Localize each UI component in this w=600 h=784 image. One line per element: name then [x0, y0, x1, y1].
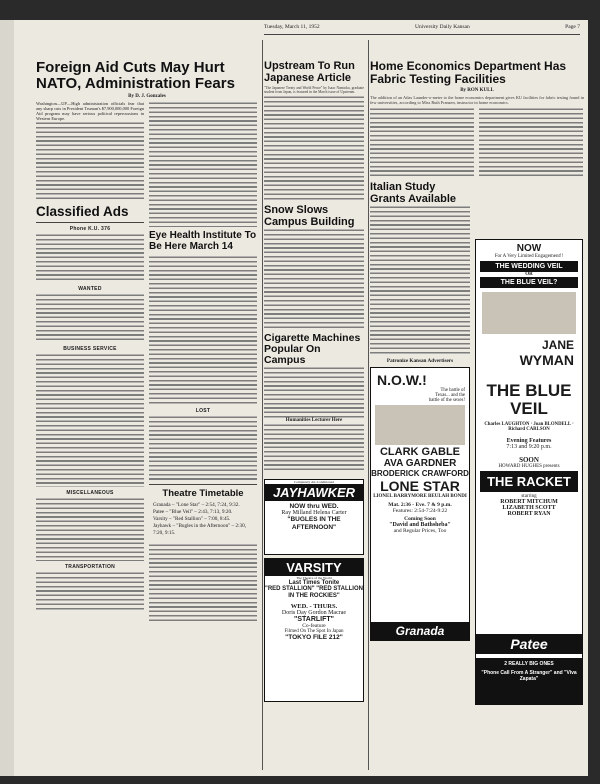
humanities-body: [264, 423, 364, 473]
varsity-times: Last Times Tonite: [288, 579, 340, 586]
patee-q1: THE WEDDING VEIL: [480, 261, 578, 272]
classified-rates: [36, 233, 144, 283]
varsity-film2: "STARLIFT": [294, 615, 334, 623]
patee-or: OR: [525, 272, 533, 277]
granada-times: Mat. 2:36 - Eve. 7 & 9 p.m.: [388, 502, 452, 508]
patee-ryan: ROBERT RYAN: [507, 511, 551, 517]
eye-health-body: [149, 255, 257, 405]
classified-transport-text: [36, 571, 144, 611]
middle-column: [264, 34, 364, 770]
patee-starring: starring: [521, 494, 537, 499]
varsity-film3: Filmed On The Spot In Japan: [284, 628, 344, 634]
granada-battle: The battle of Texas... and the battle of the sexes!: [428, 388, 465, 403]
foreign-aid-lead: Washington—UP—High administration officials fear that any sharp cuts in President Truman's $7,900,000,000 Foreign Aid program may have serious political repercussions in Western Europe.: [36, 101, 144, 121]
granada-broderick: BRODERICK CRAWFORD: [371, 469, 469, 478]
granada-features: Features: 2:54-7:24-9:22: [392, 508, 448, 514]
theatre-item: Varsity – "Red Stallion" – 7:00, 8:45.: [153, 516, 231, 522]
patee-photo: [482, 292, 576, 334]
patee-bill-films: "Phone Call From A Stranger" and "Viva Zapata": [481, 670, 577, 682]
patee-film: THE BLUE VEIL: [486, 381, 572, 418]
granada-now: N.O.W.!: [377, 372, 427, 388]
theatre-timetable-list: [149, 502, 257, 537]
theatre-timetable-title: Theatre Timetable: [162, 488, 244, 499]
patee-logo: Patee: [476, 634, 582, 654]
jayhawker-logo: JAYHAWKER: [265, 484, 363, 501]
upstream-lead: "The Japanese Treaty and World Peace" by Isaac Namioka, graduate student from Japan, is featured in the March issue of Upstream.: [264, 86, 364, 95]
patee-soon: SOON: [519, 456, 539, 464]
column-rule: [262, 40, 263, 770]
theatre-filler: [149, 543, 257, 623]
patronize-note: Patronize Kansan Advertisers: [386, 358, 454, 364]
granada-soon: Coming Soon: [404, 516, 436, 522]
home-ec-headline: Home Economics Department Has Fabric Testing Facilities: [370, 59, 567, 86]
varsity-cofeature: Co-feature: [302, 622, 326, 629]
home-ec-body-1: [370, 107, 474, 177]
newspaper-page: [14, 20, 588, 776]
foreign-aid-headline: Foreign Aid Cuts May Hurt NATO, Administration Fears: [36, 59, 235, 92]
classified-business-text: [36, 353, 144, 487]
patee-scott: LIZABETH SCOTT: [502, 505, 556, 511]
foreign-aid-body: [36, 121, 144, 199]
eye-health-headline: Eye Health Institute To Be Here March 14: [149, 230, 257, 252]
varsity-logo: VARSITY: [265, 559, 363, 576]
patee-q2: THE BLUE VEIL?: [480, 277, 578, 288]
patee-jane: JANE: [541, 338, 574, 352]
snow-body: [264, 228, 364, 330]
left-columns: [36, 34, 258, 770]
classified-rule: [36, 222, 144, 223]
patee-hughes: HOWARD HUGHES presents: [498, 464, 560, 469]
varsity-film4: "TOKYO FILE 212": [285, 633, 343, 641]
granada-cast: LIONEL BARRYMORE BEULAH BONDI: [373, 494, 467, 499]
granada-logo: Granada: [371, 622, 469, 640]
granada-ad: [370, 367, 470, 641]
column-rule: [368, 40, 369, 770]
patee-bill: [476, 658, 582, 704]
granada-film: LONE STAR: [380, 478, 460, 494]
varsity-wed: WED. - THURS.: [290, 602, 338, 610]
classified-wanted-text: [36, 293, 144, 343]
patee-film2: THE RACKET: [480, 471, 578, 492]
jayhawker-now: NOW thru WED.: [289, 502, 339, 510]
right-columns: [370, 34, 584, 770]
theatre-item: Granada – "Lone Star" – 2:54, 7:24, 9:32.: [153, 502, 240, 508]
jayhawker-tag: Completely Air-Conditioned: [293, 479, 335, 484]
home-ec-body-2: [479, 107, 583, 177]
patee-evening-times: 7:13 and 9:20 p.m.: [506, 444, 552, 450]
foreign-aid-byline: By D. J. Gonzales: [128, 94, 166, 99]
jayhawker-stars: Ray Milland Helena Carter: [281, 509, 347, 516]
italian-body: [370, 205, 470, 355]
snow-headline: Snow Slows Campus Building: [264, 203, 355, 228]
patee-wyman: WYMAN: [519, 352, 574, 368]
classified-section-transportation: TRANSPORTATION: [64, 564, 116, 570]
italian-headline: Italian Study Grants Available: [370, 181, 456, 205]
patee-bill-title: 2 REALLY BIG ONES: [504, 661, 554, 667]
classified-misc-text: [36, 497, 144, 561]
varsity-ad: [264, 558, 364, 702]
upstream-body: [264, 95, 364, 201]
classified-section-business: BUSINESS SERVICE: [63, 346, 117, 352]
varsity-film: "RED STALLION" "RED STALLION IN THE ROCKIES": [265, 585, 363, 600]
masthead-paper: University Daily Kansan: [415, 24, 470, 30]
patee-ad: [475, 239, 583, 705]
granada-photo: [375, 405, 465, 445]
foreign-aid-body-2: [149, 101, 257, 227]
home-ec-byline: By RON KULL: [460, 88, 494, 93]
classified-lost-text: [149, 415, 257, 481]
varsity-stars: Doris Day Gordon Macrae: [281, 609, 347, 616]
humanities-headline: Humanities Lecturer Here: [285, 417, 343, 423]
granada-soon-film: "David and Bathsheba": [389, 522, 451, 528]
granada-star-gardner: AVA GARDNER: [383, 458, 457, 469]
masthead-date: Tuesday, March 11, 1952: [264, 24, 320, 30]
theatre-item: Jayhawk – "Bugles in the Afternoon" – 2:30, 7:20, 9:15.: [153, 523, 246, 536]
classified-phone: Phone K.U. 376: [69, 226, 111, 232]
cigarette-body: [264, 366, 364, 418]
upstream-headline: Upstream To Run Japanese Article: [264, 60, 355, 84]
jayhawker-ad: [264, 479, 364, 555]
patee-for: For A Very Limited Engagement!!: [494, 254, 564, 259]
classified-section-lost: LOST: [195, 408, 211, 414]
patee-evening: Evening Features: [506, 438, 552, 444]
granada-prices: and Regular Prices, Too: [393, 528, 447, 534]
home-ec-lead: The addition of an Atlas Launder-o-meter to the home economics department gives KU facilities for fabric testing found in few universities, according to Miss Ruth Franzen, instructor in home economics.: [370, 95, 584, 105]
patee-now: NOW: [516, 243, 542, 254]
classified-section-wanted: WANTED: [78, 286, 102, 292]
jayhawker-film: "BUGLES IN THE AFTERNOON": [287, 515, 341, 531]
varsity-tag: The Theatre of the World: [296, 575, 332, 580]
classified-section-miscellaneous: MISCELLANEOUS: [66, 490, 114, 496]
page-edge: [0, 20, 14, 776]
granada-star-gable: CLARK GABLE: [379, 446, 461, 458]
masthead-page: Page 7: [565, 24, 580, 30]
patee-mitchum: ROBERT MITCHUM: [500, 499, 558, 505]
classified-title: Classified Ads: [36, 204, 129, 219]
cigarette-headline: Cigarette Machines Popular On Campus: [264, 331, 361, 366]
theatre-item: Patee – "Blue Veil" – 2:43, 7:13, 9:20.: [153, 509, 233, 515]
patee-costars: Charles LAUGHTON · Joan BLONDELL · Richard CARLSON: [484, 422, 574, 432]
theatre-rule: [149, 484, 257, 485]
